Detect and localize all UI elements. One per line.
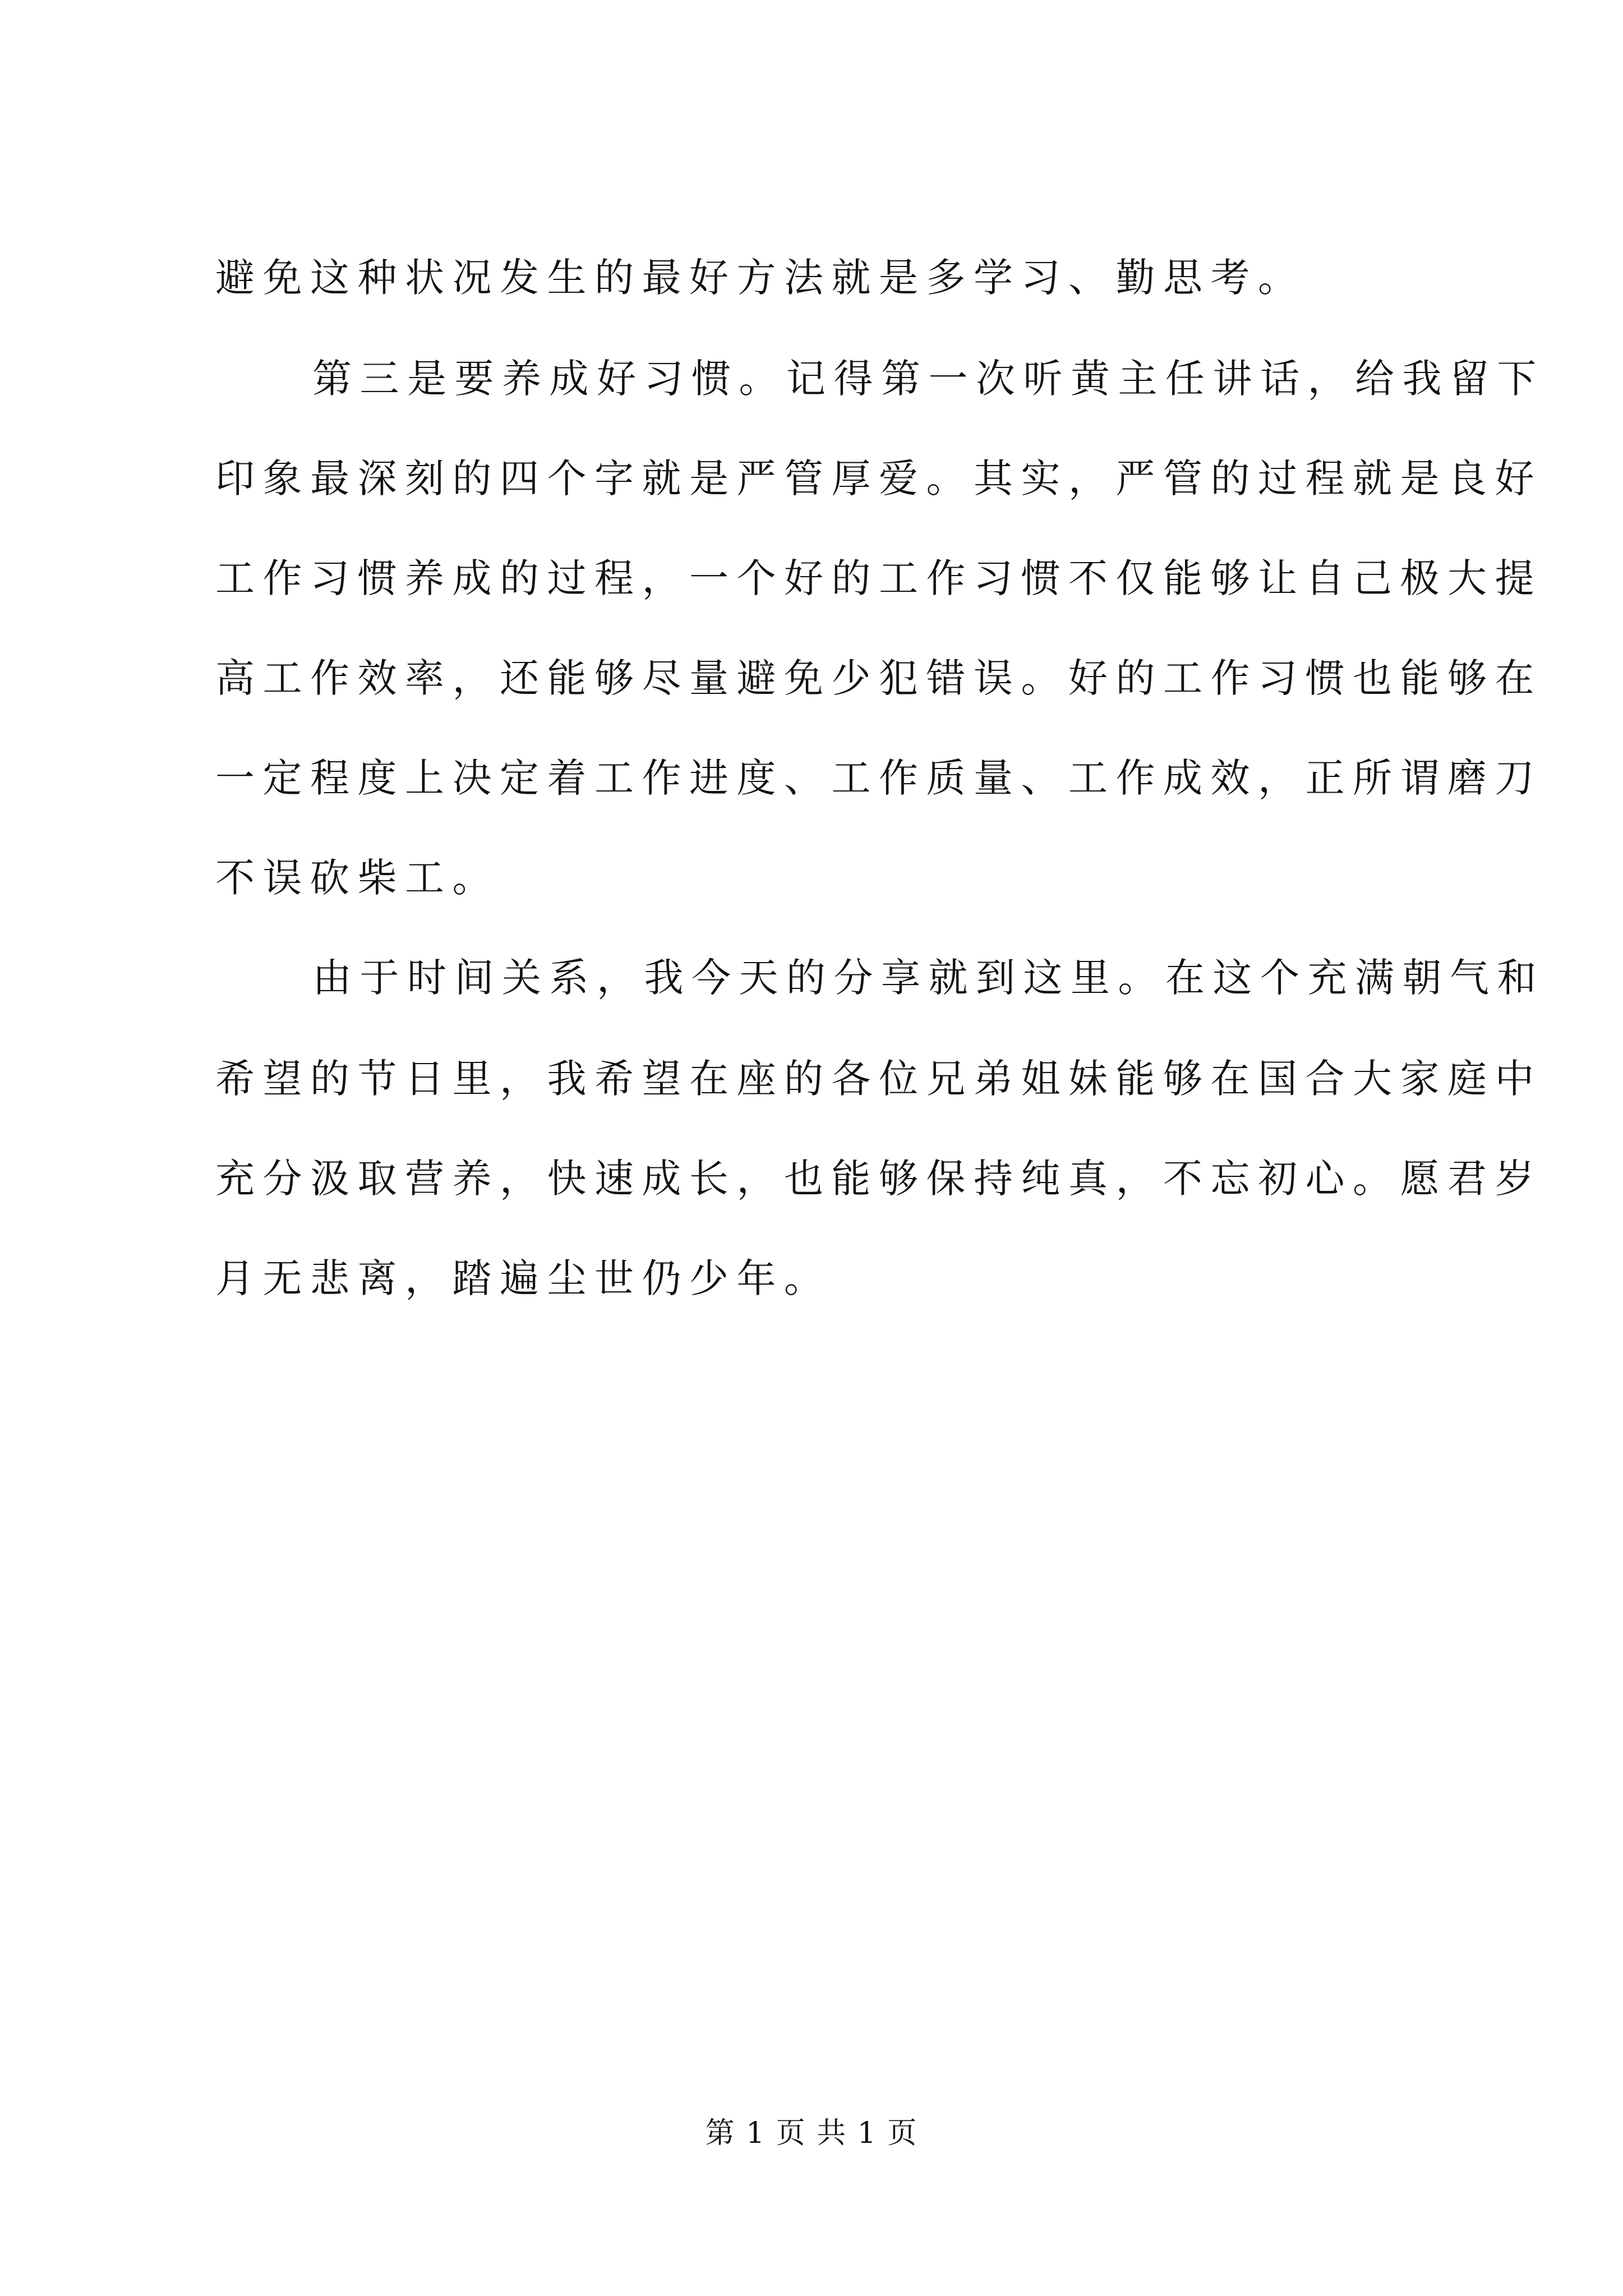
text-line: 月无悲离，踏遍尘世仍少年。 [215, 1255, 832, 1301]
page-number-footer: 第 1 页 共 1 页 [705, 2116, 918, 2150]
text-line: 工作习惯养成的过程，一个好的工作习惯不仅能够让自己极大提 [215, 555, 1542, 601]
text-line: 印象最深刻的四个字就是严管厚爱。其实，严管的过程就是良好 [215, 455, 1542, 501]
text-line: 充分汲取营养，快速成长，也能够保持纯真，不忘初心。愿君岁 [215, 1156, 1542, 1202]
paragraph-first-line: 第三是要养成好习惯。记得第一次听黄主任讲话，给我留下 [312, 356, 1544, 402]
text-line: 高工作效率，还能够尽量避免少犯错误。好的工作习惯也能够在 [215, 655, 1542, 701]
text-line: 希望的节日里，我希望在座的各位兄弟姐妹能够在国合大家庭中 [215, 1056, 1542, 1102]
text-line: 不误砍柴工。 [215, 855, 500, 901]
paragraph-first-line: 由于时间关系，我今天的分享就到这里。在这个充满朝气和 [312, 955, 1544, 1001]
text-line: 一定程度上决定着工作进度、工作质量、工作成效，正所谓磨刀 [215, 755, 1542, 801]
text-line: 避免这种状况发生的最好方法就是多学习、勤思考。 [215, 255, 1306, 301]
